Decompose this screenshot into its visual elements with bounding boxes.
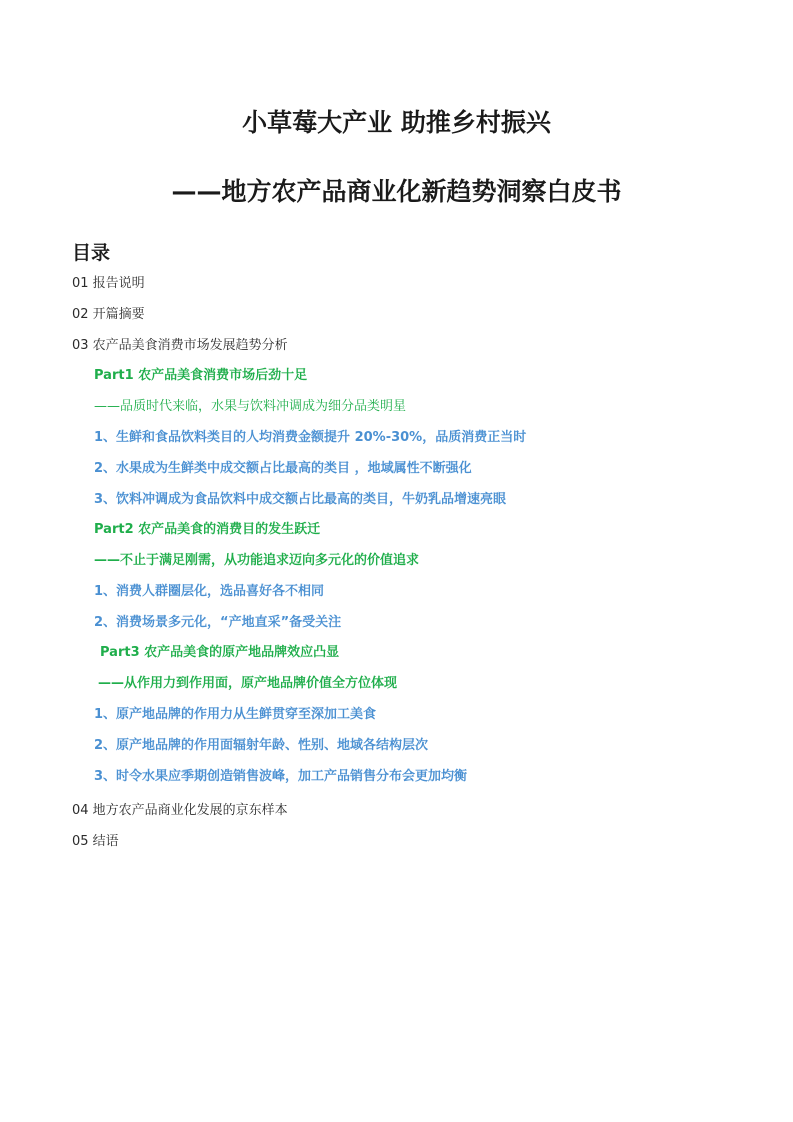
toc-heading: 目录 bbox=[72, 242, 111, 264]
toc-part3-point3[interactable]: 3、时令水果应季期创造销售波峰，加工产品销售分布会更加均衡 bbox=[94, 769, 468, 784]
toc-part2-point2[interactable]: 2、消费场景多元化，“产地直采”备受关注 bbox=[94, 615, 342, 630]
toc-part3-point1[interactable]: 1、原产地品牌的作用力从生鲜贯穿至深加工美食 bbox=[94, 707, 377, 722]
toc-part3-point2[interactable]: 2、原产地品牌的作用面辐射年龄、性别、地域各结构层次 bbox=[94, 738, 429, 753]
toc-part1-point1[interactable]: 1、生鲜和食品饮料类目的人均消费金额提升 20%-30%，品质消费正当时 bbox=[94, 430, 527, 445]
toc-part3[interactable]: Part3 农产品美食的原产地品牌效应凸显 bbox=[100, 645, 340, 660]
toc-item-01[interactable]: 01 报告说明 bbox=[72, 276, 145, 291]
toc-part3-subtitle[interactable]: ——从作用力到作用面，原产地品牌价值全方位体现 bbox=[98, 676, 398, 691]
toc-part1-point3[interactable]: 3、饮料冲调成为食品饮料中成交额占比最高的类目，牛奶乳品增速亮眼 bbox=[94, 492, 507, 507]
toc-item-04[interactable]: 04 地方农产品商业化发展的京东样本 bbox=[72, 803, 288, 818]
toc-part2-point1[interactable]: 1、消费人群圈层化，选品喜好各不相同 bbox=[94, 584, 325, 599]
toc-part1-point2[interactable]: 2、水果成为生鲜类中成交额占比最高的类目 ，地域属性不断强化 bbox=[94, 461, 472, 476]
toc-part2-subtitle[interactable]: ——不止于满足刚需，从功能追求迈向多元化的价值追求 bbox=[94, 553, 420, 568]
toc-item-03[interactable]: 03 农产品美食消费市场发展趋势分析 bbox=[72, 338, 288, 353]
document-title: 小草莓大产业 助推乡村振兴 bbox=[242, 108, 551, 137]
toc-item-05[interactable]: 05 结语 bbox=[72, 834, 119, 849]
toc-part1[interactable]: Part1 农产品美食消费市场后劲十足 bbox=[94, 368, 308, 383]
toc-item-02[interactable]: 02 开篇摘要 bbox=[72, 307, 145, 322]
document-subtitle: ——地方农产品商业化新趋势洞察白皮书 bbox=[171, 177, 622, 206]
toc-part1-subtitle[interactable]: ——品质时代来临，水果与饮料冲调成为细分品类明星 bbox=[94, 399, 407, 414]
toc-part2[interactable]: Part2 农产品美食的消费目的发生跃迁 bbox=[94, 522, 321, 537]
